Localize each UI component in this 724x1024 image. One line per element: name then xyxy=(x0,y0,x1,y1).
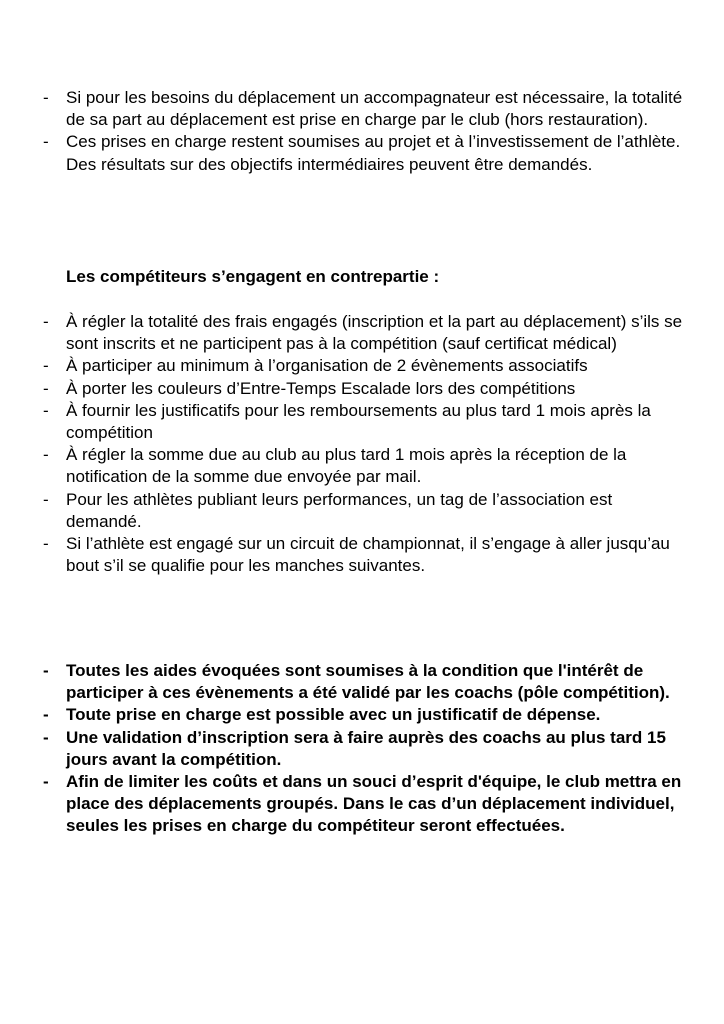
list-item-text: Toute prise en charge est possible avec un justificatif de dépense. xyxy=(66,705,601,725)
list-item xyxy=(0,704,686,726)
list-item-text: Une validation d’inscription sera à faire auprès des coachs au plus tard 15 jours avant la compétition. xyxy=(66,727,666,769)
bullet-dash: - xyxy=(43,772,49,792)
bullet-dash: - xyxy=(43,88,49,107)
list-item xyxy=(0,533,686,577)
bullet-dash: - xyxy=(43,378,49,398)
list-item xyxy=(0,660,686,704)
bullet-dash: - xyxy=(43,489,49,509)
intro-bullet-list xyxy=(0,87,686,176)
list-item xyxy=(0,311,686,355)
section-heading: Les compétiteurs s’engagent en contrepartie : xyxy=(66,267,440,286)
list-item xyxy=(0,355,686,377)
bullet-dash: - xyxy=(43,727,49,747)
bullet-dash: - xyxy=(43,312,49,331)
bullet-dash: - xyxy=(43,661,49,680)
list-item xyxy=(0,771,686,838)
bullet-dash: - xyxy=(43,356,49,376)
conditions-bullet-list xyxy=(0,660,686,838)
list-item xyxy=(0,489,686,533)
list-item-text: À porter les couleurs d’Entre-Temps Escalade lors des compétitions xyxy=(66,378,576,398)
commitments-bullet-list xyxy=(0,311,686,577)
list-item xyxy=(0,400,686,444)
list-item-text: Afin de limiter les coûts et dans un souci d’esprit d'équipe, le club mettra en place des déplacements groupés. Dans le cas d’un déplacement individuel, seules les prises en charge du compétiteur seront effectuées. xyxy=(66,772,682,836)
list-item-text: Pour les athlètes publiant leurs performances, un tag de l’association est demandé. xyxy=(66,489,613,531)
bullet-dash: - xyxy=(43,705,49,725)
bullet-dash: - xyxy=(43,132,49,152)
list-item-text: À fournir les justificatifs pour les remboursements au plus tard 1 mois après la compétition xyxy=(66,400,651,443)
list-item-text: Si pour les besoins du déplacement un accompagnateur est nécessaire, la totalité de sa part au déplacement est prise en charge par le club (hors restauration). xyxy=(66,88,683,130)
list-item xyxy=(0,87,686,131)
list-item-text: Si l’athlète est engagé sur un circuit de championnat, il s’engage à aller jusqu’au bout s’il se qualifie pour les manches suivantes. xyxy=(66,534,670,576)
list-item xyxy=(0,378,686,400)
list-item xyxy=(0,727,686,771)
bullet-dash: - xyxy=(43,445,49,465)
list-item-text: À participer au minimum à l’organisation de 2 évènements associatifs xyxy=(66,356,588,376)
list-item-text: Toutes les aides évoquées sont soumises à la condition que l'intérêt de participer à ces évènements a été validé par les coachs (pôle compétition). xyxy=(66,661,670,703)
bullet-dash: - xyxy=(43,534,49,554)
list-item xyxy=(0,444,686,488)
bullet-dash: - xyxy=(43,400,49,420)
list-item-text: À régler la somme due au club au plus tard 1 mois après la réception de la notification de la somme due envoyée par mail. xyxy=(66,445,627,487)
list-item-text: Ces prises en charge restent soumises au projet et à l’investissement de l’athlète. Des résultats sur des objectifs intermédiaires peuvent être demandés. xyxy=(66,132,681,174)
list-item xyxy=(0,131,686,175)
list-item-text: À régler la totalité des frais engagés (inscription et la part au déplacement) s’ils se sont inscrits et ne participent pas à la compétition (sauf certificat médical) xyxy=(66,312,683,354)
